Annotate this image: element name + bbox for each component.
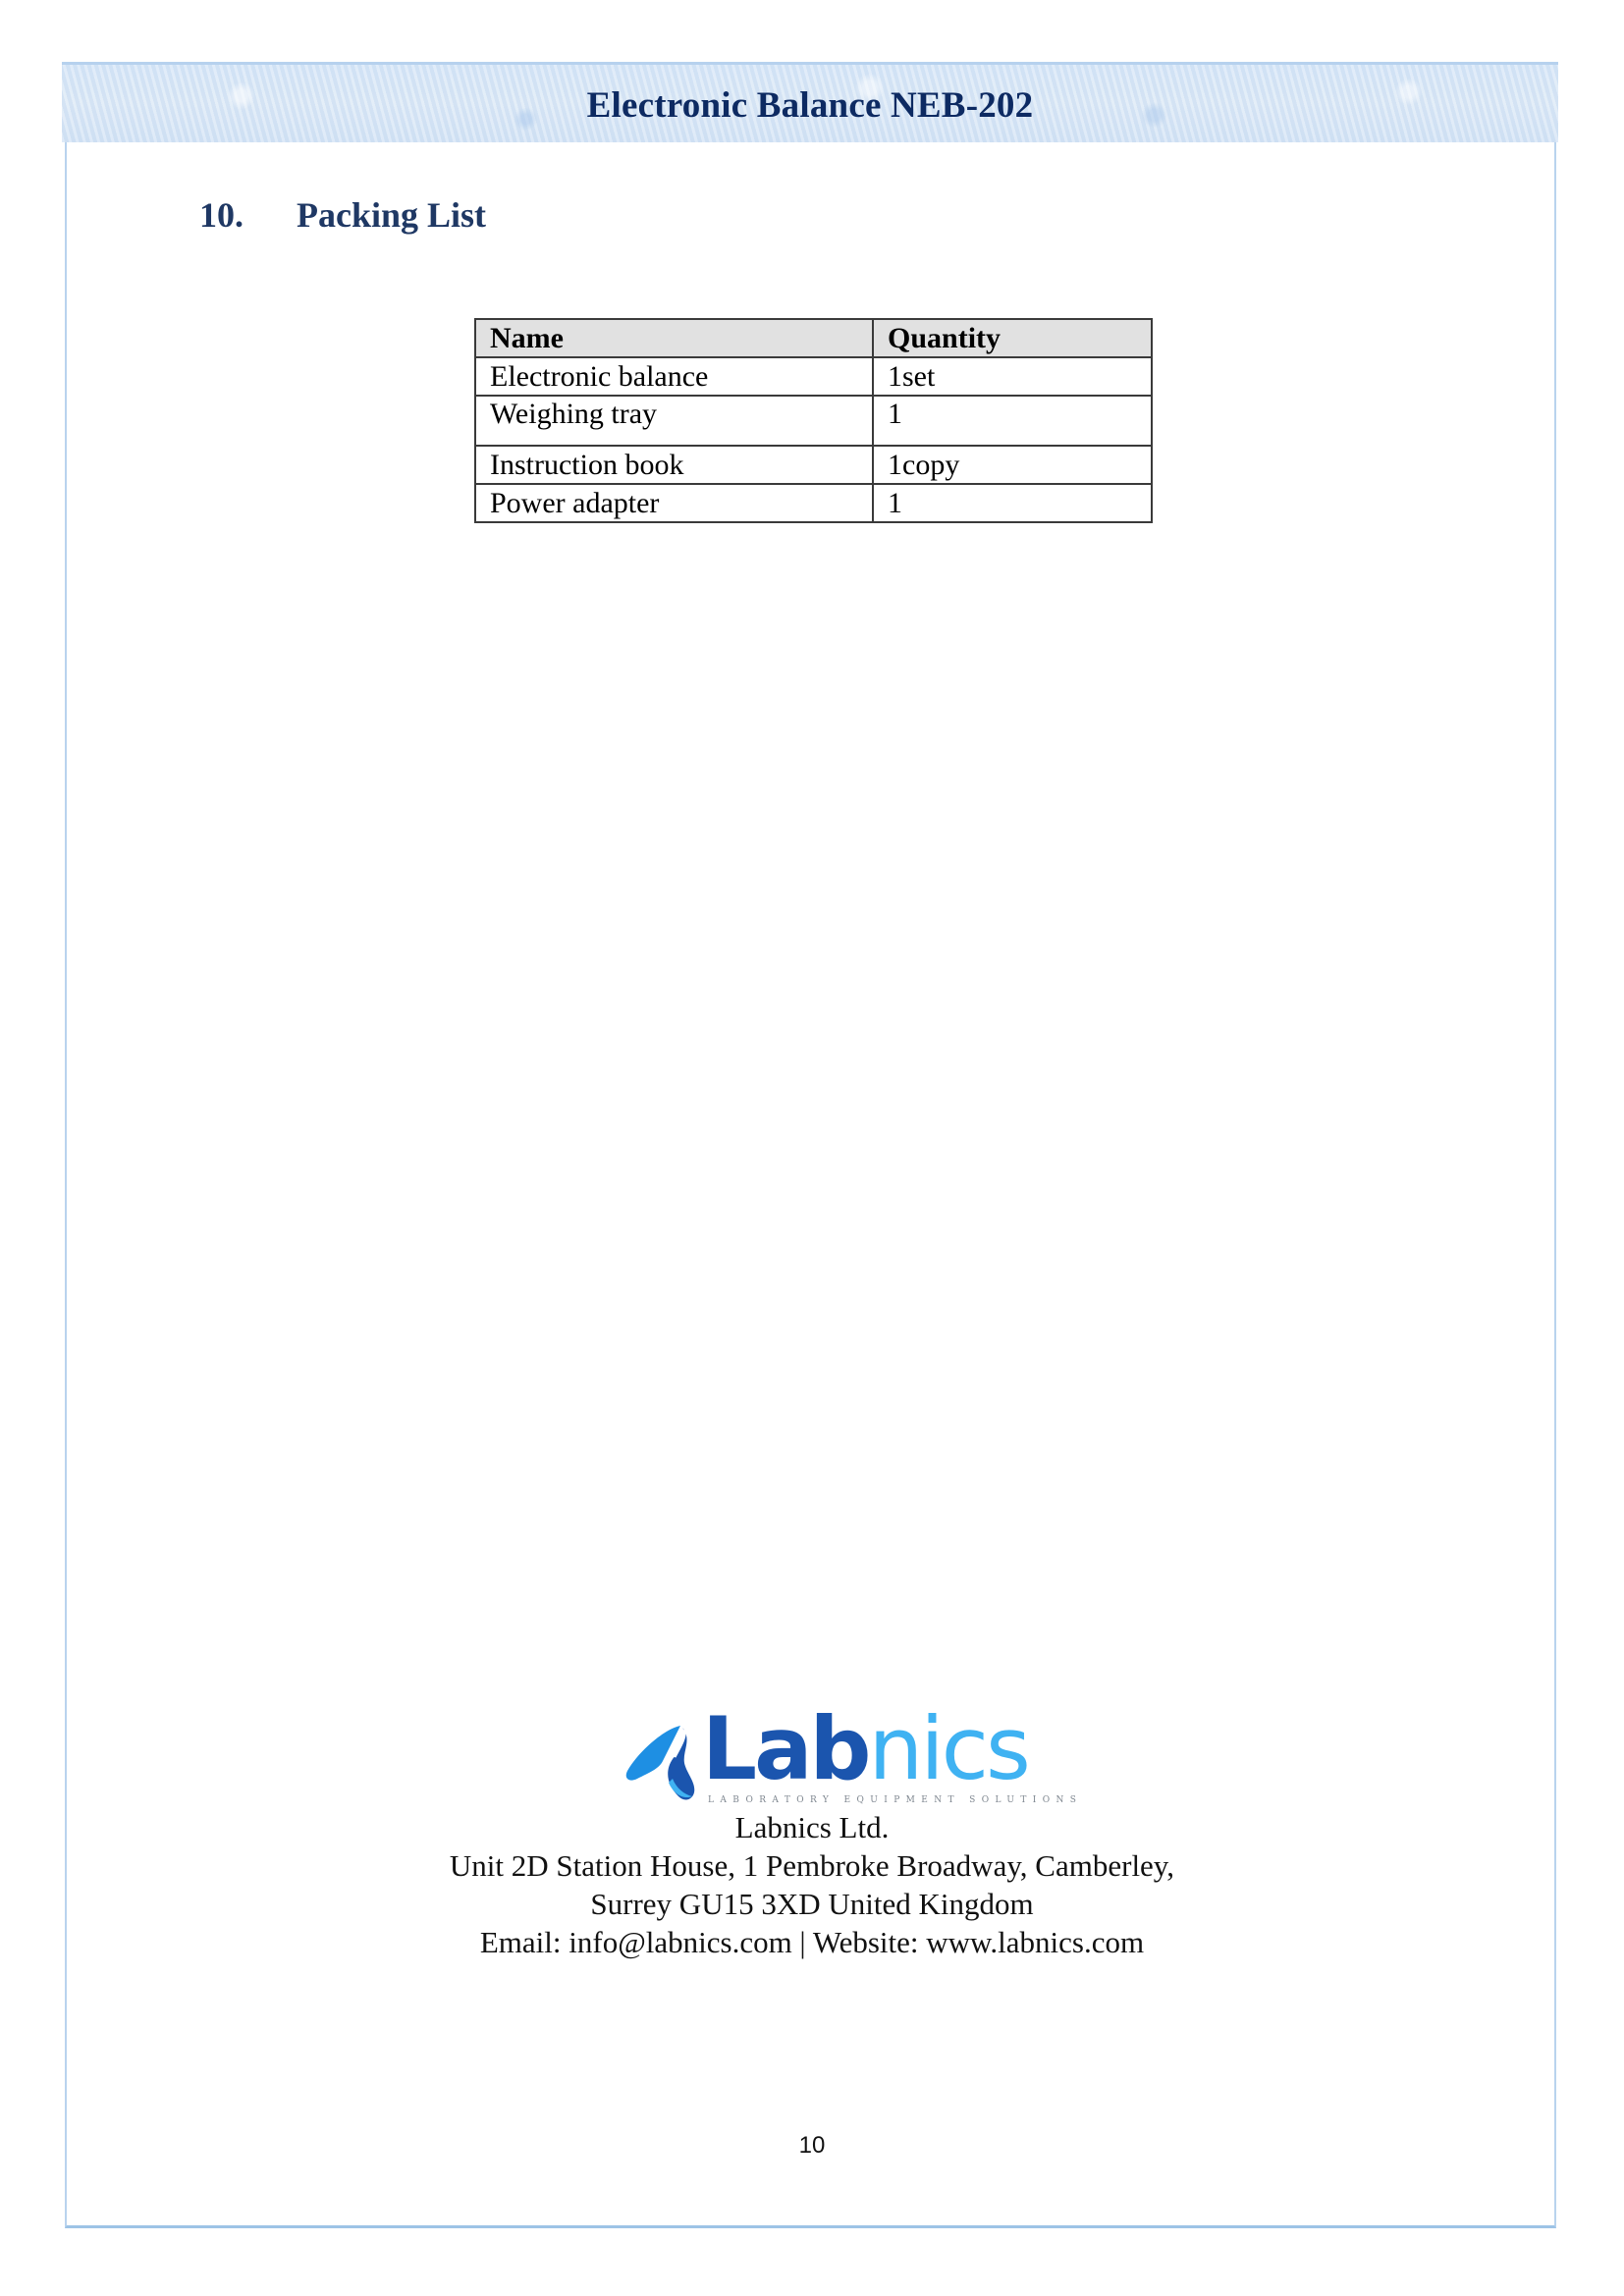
item-quantity: 1copy [873, 446, 1152, 484]
section-number: 10. [199, 195, 244, 235]
company-name: Labnics Ltd. [734, 1810, 890, 1844]
company-address-block [0, 1808, 1624, 1961]
item-quantity: 1 [873, 484, 1152, 522]
section-title: Packing List [297, 195, 487, 235]
logo-tagline: LABORATORY EQUIPMENT SOLUTIONS [708, 1795, 1083, 1805]
logo-wordmark: Labnics [702, 1698, 1028, 1799]
table-row [475, 396, 1152, 446]
item-name: Electronic balance [475, 357, 873, 396]
item-name: Weighing tray [475, 396, 873, 446]
item-quantity: 1set [873, 357, 1152, 396]
address-line-1: Unit 2D Station House, 1 Pembroke Broadway, Camberley, [449, 1848, 1175, 1883]
address-line-2: Surrey GU15 3XD United Kingdom [590, 1887, 1034, 1921]
document-title: Electronic Balance NEB-202 [586, 85, 1034, 126]
item-name: Instruction book [475, 446, 873, 484]
labnics-logo [623, 1698, 1083, 1810]
labnics-swoosh-icon [623, 1724, 704, 1802]
column-header-name: Name [475, 319, 873, 357]
packing-list-table [474, 318, 1153, 523]
contact-line: Email: info@labnics.com | Website: www.labnics.com [479, 1925, 1145, 1959]
item-quantity: 1 [873, 396, 1152, 446]
section-heading [199, 194, 486, 236]
table-row [475, 446, 1152, 484]
header-band [62, 62, 1558, 142]
table-row [475, 484, 1152, 522]
table-row [475, 357, 1152, 396]
item-name: Power adapter [475, 484, 873, 522]
page-number: 10 [798, 2132, 826, 2159]
column-header-quantity: Quantity [873, 319, 1152, 357]
table-header-row [475, 319, 1152, 357]
